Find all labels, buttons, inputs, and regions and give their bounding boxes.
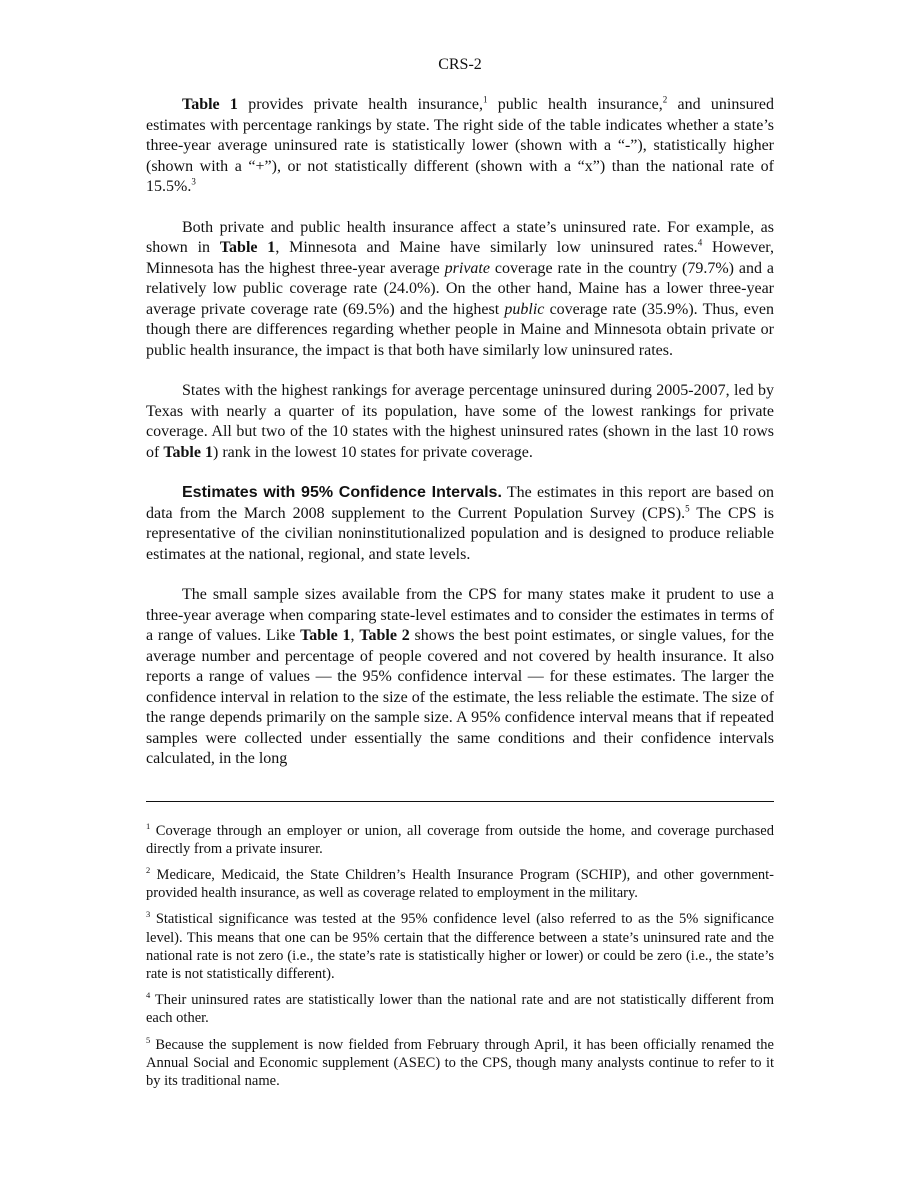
footnote-number: 2 [146,865,151,876]
document-page [146,55,774,1098]
table2-reference: Table 2 [359,627,410,644]
paragraph-text: , [350,627,360,644]
paragraph-text: provides private health insurance, [237,96,483,113]
table1-reference: Table 1 [219,239,276,256]
paragraph-highest-rankings [146,381,774,463]
emphasis-public: public [504,300,545,318]
footnote-number: 3 [146,909,151,920]
footnote-5 [146,1036,774,1091]
paragraph-text: ) rank in the lowest 10 states for private coverage. [212,443,533,461]
footnote-ref-3[interactable]: 3 [191,176,196,187]
paragraph-text: The estimates in this report are based on data from the March 2008 supplement to the Current Population Survey (CPS). [146,484,774,522]
footnote-number: 4 [146,990,151,1001]
section-heading: Estimates with 95% Confidence Intervals. [182,484,502,501]
page-header: CRS-2 [438,56,482,73]
footnote-3 [146,910,774,983]
footnote-ref-5[interactable]: 5 [685,503,690,514]
footnote-text: Their uninsured rates are statistically lower than the national rate and are not statistically different from each other. [146,992,774,1027]
footnote-text: Medicare, Medicaid, the State Children’s Health Insurance Program (SCHIP), and other government-provided health insurance, as well as coverage related to employment in the military. [146,866,774,902]
paragraph-text: , Minnesota and Maine have similarly low uninsured rates. [275,239,698,256]
footnote-ref-4[interactable]: 4 [697,237,703,248]
footnote-2 [146,866,774,902]
table1-reference: Table 1 [163,443,213,461]
paragraph-private-public [146,218,774,362]
paragraph-table1-intro [146,95,774,198]
paragraph-text: public health insurance, [487,96,663,113]
paragraph-text: coverage rate in the country (79.7%) and a relatively low public coverage rate (24.0%). On the other hand, Maine has a lower three-year average private coverage rate (69.5%) and the highest [146,259,774,318]
footnote-1 [146,822,774,858]
paragraph-text: The CPS is representative of the civilian noninstitutionalized population and is designed to produce reliable estimates at the national, regional, and state levels. [146,504,774,563]
footnote-ref-1[interactable]: 1 [483,94,488,105]
footnote-text: Statistical significance was tested at the 95% confidence level (also referred to as the 5% significance level). This means that one can be 95% certain that the difference between a state’s uninsured rate and the national rate is not zero (i.e., the state’s rate is statistically higher or lower) or could be zero (i.e., the state’s rate is not statistically different). [146,911,774,982]
footnote-number: 5 [146,1034,151,1045]
paragraph-text: The small sample sizes available from the CPS for many states make it prudent to use a three-year average when comparing state-level estimates and to consider the estimates in terms of a range of values. Like [146,586,774,644]
table1-reference: Table 1 [182,96,238,113]
paragraph-text: coverage rate (35.9%). Thus, even though there are differences regarding whether people in Maine and Minnesota obtain private or public health insurance, the impact is that both have similarly low uninsured rates. [146,300,775,359]
paragraph-sample-sizes [146,585,774,770]
footnote-text: Because the supplement is now fielded from February through April, it has been officially renamed the Annual Social and Economic supplement (ASEC) to the CPS, though many analysts continue to refer to it by its traditional name. [146,1036,774,1089]
footnote-divider [146,801,774,802]
footnote-4 [146,991,774,1027]
paragraph-text: States with the highest rankings for average percentage uninsured during 2005-2007, led by Texas with nearly a quarter of its population, have some of the lowest rankings for private coverage. All but two of the 10 states with the highest uninsured rates (shown in the last 10 rows of [146,382,774,461]
paragraph-text: However, Minnesota has the highest three-year average [146,239,774,277]
paragraph-text: Both private and public health insurance affect a state’s uninsured rate. For example, as shown in [146,218,774,256]
paragraph-text: and uninsured estimates with percentage rankings by state. The right side of the table indicates whether a state’s three-year average uninsured rate is statistically lower (shown with a “-”), statistically higher (shown with a “+”), or not statistically different (shown with a “x”) than the national rate of 15.5%. [146,96,775,195]
emphasis-private: private [444,259,490,277]
body-text [146,95,774,770]
footnote-text: Coverage through an employer or union, all coverage from outside the home, and coverage purchased directly from a private insurer. [146,822,774,857]
footnote-number: 1 [146,820,151,831]
paragraph-confidence-intervals [146,483,774,565]
paragraph-text: shows the best point estimates, or single values, for the average number and percentage of people covered and not covered by health insurance. It also reports a range of values — the 95% confidence interval — for these estimates. The larger the confidence interval in relation to the size of the estimate, the less reliable the estimate. The size of the range depends primarily on the sample size. A 95% confidence interval means that if repeated samples were collected under essentially the same conditions and their confidence intervals calculated, in the long [146,627,775,767]
footnotes [146,822,774,1091]
footnote-ref-2[interactable]: 2 [662,94,668,105]
table1-reference: Table 1 [300,627,351,644]
